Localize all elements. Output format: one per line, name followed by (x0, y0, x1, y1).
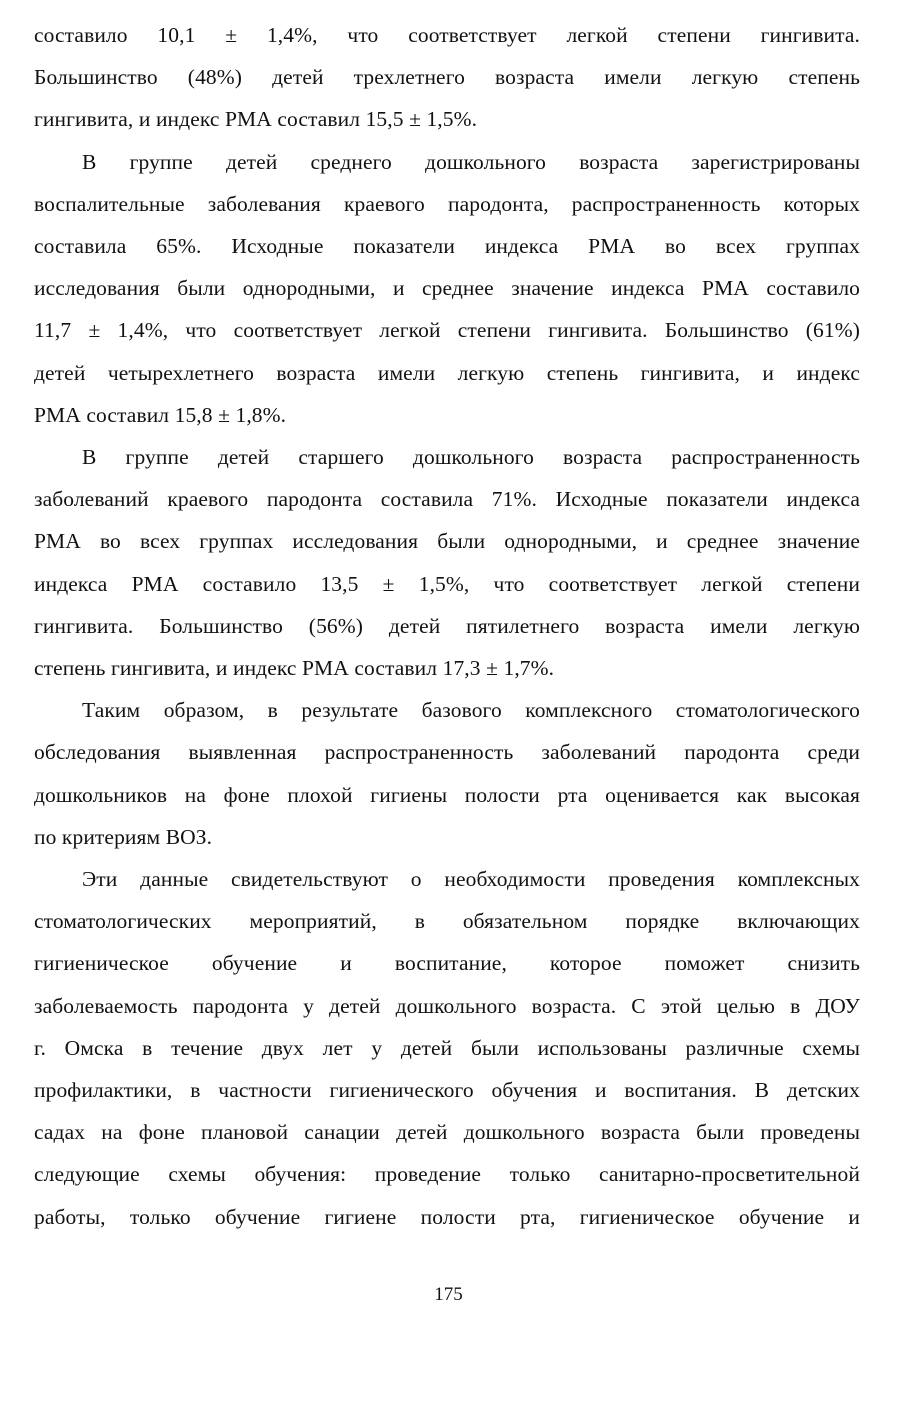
text-line: детей четырехлетнего возраста имели легкую степень гингивита, и индекс (34, 360, 860, 385)
text-line: Большинство (48%) детей трехлетнего возраста имели легкую степень (34, 65, 860, 90)
text-line: следующие схемы обучения: проведение только санитарно-просветительной (34, 1162, 860, 1187)
text-line: профилактики, в частности гигиенического обучения и воспитания. В детских (34, 1078, 860, 1103)
text-line: заболеваний краевого пародонта составила 71%. Исходные показатели индекса (34, 487, 860, 512)
text-line: стоматологических мероприятий, в обязательном порядке включающих (34, 909, 860, 934)
text-line: РМА во всех группах исследования были однородными, и среднее значение (34, 529, 860, 554)
paragraph-2 (34, 141, 860, 436)
text-line: индекса РМА составило 13,5 ± 1,5%, что соответствует легкой степени (34, 571, 860, 596)
text-line: составила 65%. Исходные показатели индекса РМА во всех группах (34, 234, 860, 259)
text-line: РМА составил 15,8 ± 1,8%. (34, 402, 287, 427)
text-line: степень гингивита, и индекс РМА составил 17,3 ± 1,7%. (34, 656, 555, 681)
text-line: Таким образом, в результате базового комплексного стоматологического (82, 698, 860, 723)
text-line: В группе детей старшего дошкольного возраста распространенность (82, 445, 860, 470)
paragraph-4 (34, 689, 860, 858)
text-line: воспалительные заболевания краевого пародонта, распространенность которых (34, 191, 860, 216)
text-line: гингивита, и индекс РМА составил 15,5 ± 1,5%. (34, 107, 478, 132)
paragraph-5 (34, 858, 860, 1238)
text-line: работы, только обучение гигиене полости рта, гигиеническое обучение и (34, 1204, 860, 1229)
paragraph-3 (34, 436, 860, 689)
text-line: В группе детей среднего дошкольного возраста зарегистрированы (82, 149, 860, 174)
text-line: заболеваемость пародонта у детей дошкольного возраста. С этой целью в ДОУ (34, 993, 860, 1018)
text-line: составило 10,1 ± 1,4%, что соответствует легкой степени гингивита. (34, 23, 860, 47)
text-line: дошкольников на фоне плохой гигиены полости рта оценивается как высокая (34, 782, 860, 807)
text-body (34, 14, 860, 1238)
text-line: Эти данные свидетельствуют о необходимости проведения комплексных (82, 867, 860, 892)
text-line: исследования были однородными, и среднее значение индекса РМА составило (34, 276, 860, 301)
text-line: по критериям ВОЗ. (34, 824, 213, 849)
text-line: обследования выявленная распространенность заболеваний пародонта среди (34, 740, 860, 765)
page-number: 175 (434, 1284, 463, 1305)
text-line: садах на фоне плановой санации детей дошкольного возраста были проведены (34, 1120, 860, 1145)
text-line: гигиеническое обучение и воспитание, которое поможет снизить (34, 951, 860, 976)
text-line: 11,7 ± 1,4%, что соответствует легкой степени гингивита. Большинство (61%) (34, 318, 860, 343)
text-line: гингивита. Большинство (56%) детей пятилетнего возраста имели легкую (34, 613, 860, 638)
text-line: г. Омска в течение двух лет у детей были использованы различные схемы (34, 1035, 860, 1060)
paragraph-1 (34, 14, 860, 141)
